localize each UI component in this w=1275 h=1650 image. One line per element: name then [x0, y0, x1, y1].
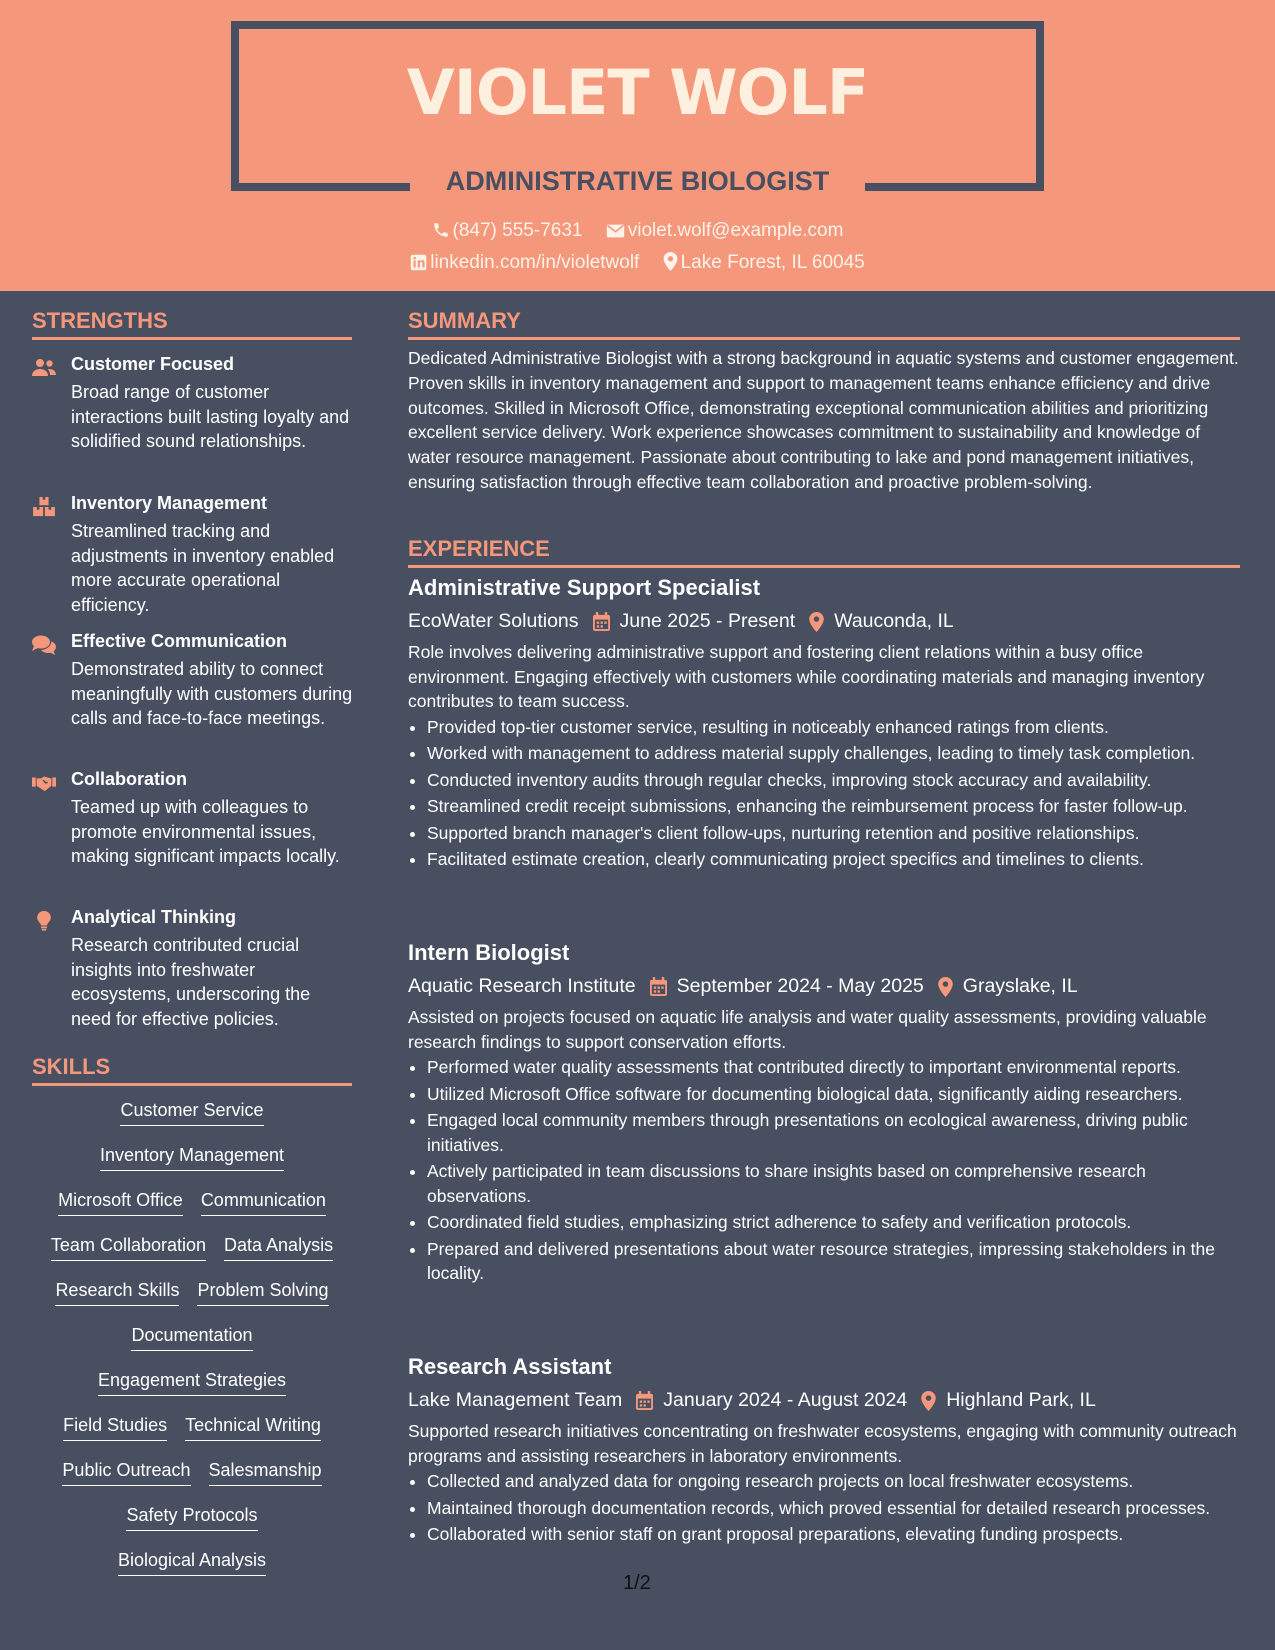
job-bullet: • Provided top-tier customer service, resulting in noticeably enhanced ratings from clients. [427, 715, 1240, 740]
location-contact [663, 252, 865, 274]
skill-tag: Customer Service [120, 1100, 263, 1126]
skill-tag: Field Studies [63, 1415, 167, 1441]
linkedin-icon [410, 254, 427, 271]
skill-tag: Documentation [131, 1325, 252, 1351]
skill-row [32, 1100, 352, 1145]
summary-text: Dedicated Administrative Biologist with a strong background in aquatic systems and customer engagement. Proven skills in inventory management and support to management teams enhance efficiency and drive outcomes. Skilled in Microsoft Office, demonstrating exceptional communication abilities and prioritizing excellent service delivery. Work experience showcases commitment to sustainability and knowledge of water resource management. Passionate about contributing to lake and pond management initiatives, ensuring satisfaction through effective team collaboration and proactive problem-solving. [408, 348, 1239, 492]
experience-entry [408, 940, 1240, 1288]
section-divider [32, 337, 352, 340]
strength-desc: Demonstrated ability to connect meaningfully with customers during calls and face-to-face meetings. [71, 659, 353, 728]
experience-heading: EXPERIENCE [408, 536, 550, 561]
candidate-title: ADMINISTRATIVE BIOLOGIST [445, 166, 830, 196]
calendar-icon [636, 1391, 653, 1410]
section-divider [408, 337, 1240, 340]
strength-desc: Streamlined tracking and adjustments in inventory enabled more accurate operational efficiency. [71, 521, 335, 615]
skills-heading: SKILLS [32, 1054, 111, 1079]
job-bullet: • Supported branch manager's client follow-ups, nurturing retention and positive relationships. [427, 821, 1240, 846]
job-location: Highland Park, IL [946, 1389, 1096, 1411]
linkedin-contact[interactable] [410, 252, 639, 274]
skill-tag: Public Outreach [62, 1460, 190, 1486]
job-bullet: • Prepared and delivered presentations about water resource strategies, impressing stakeholders in the locality. [427, 1237, 1240, 1286]
skill-tag: Data Analysis [224, 1235, 333, 1261]
job-meta [408, 1384, 1240, 1417]
contact-row [0, 252, 1275, 274]
map-pin-icon [921, 1391, 936, 1411]
skill-row [32, 1550, 352, 1595]
job-bullet: • Worked with management to address material supply challenges, leading to timely task completion. [427, 741, 1240, 766]
skill-row [32, 1505, 352, 1550]
strength-title: Inventory Management [71, 493, 268, 513]
experience-entry [408, 1354, 1240, 1549]
job-description: Assisted on projects focused on aquatic life analysis and water quality assessments, providing valuable research findings to support conservation efforts. [408, 1007, 1207, 1052]
candidate-name: VIOLET WOLF [406, 56, 869, 129]
strength-desc: Broad range of customer interactions built lasting loyalty and solidified sound relationships. [71, 382, 350, 451]
skill-row [32, 1280, 352, 1325]
job-title: Research Assistant [408, 1354, 612, 1379]
job-bullet: • Engaged local community members through presentations on ecological awareness, driving public initiatives. [427, 1108, 1240, 1157]
job-bullet: • Conducted inventory audits through regular checks, improving stock accuracy and availability. [427, 768, 1240, 793]
job-bullets [408, 1469, 1240, 1547]
skill-tag: Problem Solving [197, 1280, 328, 1306]
strength-title: Collaboration [71, 769, 187, 789]
section-divider [32, 1083, 352, 1086]
job-bullet: • Maintained thorough documentation records, which proved essential for detailed research processes. [427, 1496, 1240, 1521]
job-title: Administrative Support Specialist [408, 575, 761, 600]
skill-row [32, 1370, 352, 1415]
strengths-heading: STRENGTHS [32, 308, 168, 333]
skill-tag: Technical Writing [185, 1415, 321, 1441]
company-name: Aquatic Research Institute [408, 975, 636, 997]
boxes-icon [32, 497, 56, 517]
skill-tag: Team Collaboration [51, 1235, 206, 1261]
job-bullet: • Collaborated with senior staff on grant proposal preparations, elevating funding prospects. [427, 1522, 1240, 1547]
skill-row [32, 1190, 352, 1235]
users-icon [32, 358, 56, 378]
job-meta [408, 970, 1240, 1003]
job-bullet: • Coordinated field studies, emphasizing strict adherence to safety and verification protocols. [427, 1210, 1240, 1235]
email-text: violet.wolf@example.com [627, 220, 844, 241]
skills-list [32, 1100, 352, 1595]
job-bullet: • Performed water quality assessments that contributed directly to important environmental reports. [427, 1055, 1240, 1080]
map-pin-icon [663, 252, 678, 271]
skill-row [32, 1235, 352, 1280]
skill-tag: Safety Protocols [126, 1505, 257, 1531]
phone-contact[interactable] [432, 220, 583, 242]
skill-row [32, 1325, 352, 1370]
section-divider [408, 565, 1240, 568]
skill-tag: Inventory Management [100, 1145, 284, 1171]
linkedin-text: linkedin.com/in/violetwolf [430, 252, 640, 273]
map-pin-icon [809, 612, 824, 632]
job-dates: June 2025 - Present [619, 610, 796, 632]
summary-heading: SUMMARY [408, 308, 521, 333]
job-description: Supported research initiatives concentrating on freshwater ecosystems, engaging with community outreach programs and assisting researchers in laboratory environments. [408, 1421, 1237, 1466]
experience-entry [408, 575, 1240, 874]
job-meta [408, 605, 1240, 638]
phone-text: (847) 555-7631 [452, 220, 583, 241]
calendar-icon [650, 977, 667, 996]
job-bullets [408, 715, 1240, 872]
job-bullet: • Collected and analyzed data for ongoing research projects on local freshwater ecosystems. [427, 1469, 1240, 1494]
job-dates: January 2024 - August 2024 [663, 1389, 908, 1411]
job-dates: September 2024 - May 2025 [676, 975, 924, 997]
phone-icon [432, 221, 450, 239]
skill-tag: Engagement Strategies [98, 1370, 286, 1396]
strength-title: Effective Communication [71, 631, 288, 651]
skill-row [32, 1460, 352, 1505]
job-bullet: • Actively participated in team discussions to share insights based on comprehensive research observations. [427, 1159, 1240, 1208]
page-number: 1/2 [623, 1572, 651, 1594]
skill-row [32, 1145, 352, 1190]
envelope-icon [606, 223, 625, 239]
email-contact[interactable] [606, 220, 844, 242]
job-location: Grayslake, IL [962, 975, 1078, 997]
strength-title: Analytical Thinking [71, 907, 237, 927]
job-bullet: • Facilitated estimate creation, clearly communicating project specifics and timelines to clients. [427, 847, 1240, 872]
company-name: EcoWater Solutions [408, 610, 579, 632]
handshake-icon [32, 773, 56, 793]
calendar-icon [593, 612, 610, 631]
job-location: Wauconda, IL [834, 610, 954, 632]
strength-title: Customer Focused [71, 354, 235, 374]
skill-tag: Salesmanship [209, 1460, 322, 1486]
map-pin-icon [938, 977, 953, 997]
resume-header [0, 0, 1275, 291]
job-bullet: • Streamlined credit receipt submissions, enhancing the reimbursement process for faster follow-up. [427, 794, 1240, 819]
contact-row [0, 220, 1275, 242]
job-title: Intern Biologist [408, 940, 570, 965]
header-frame [231, 21, 1044, 29]
location-text: Lake Forest, IL 60045 [680, 252, 865, 273]
lightbulb-icon [32, 911, 56, 931]
strength-desc: Research contributed crucial insights into freshwater ecosystems, underscoring the need for effective policies. [71, 935, 311, 1029]
comments-icon [32, 635, 56, 655]
strength-desc: Teamed up with colleagues to promote environmental issues, making significant impacts locally. [71, 797, 340, 866]
job-description: Role involves delivering administrative support and fostering client relations within a busy office environment. Engaging effectively with customers while coordinating materials and managing inventory contributes to team success. [408, 642, 1205, 711]
skill-tag: Research Skills [55, 1280, 179, 1306]
job-bullets [408, 1055, 1240, 1286]
skill-tag: Microsoft Office [58, 1190, 183, 1216]
skill-tag: Biological Analysis [118, 1550, 266, 1576]
job-bullet: • Utilized Microsoft Office software for documenting biological data, significantly aiding researchers. [427, 1082, 1240, 1107]
skill-tag: Communication [201, 1190, 326, 1216]
company-name: Lake Management Team [408, 1389, 623, 1411]
skill-row [32, 1415, 352, 1460]
